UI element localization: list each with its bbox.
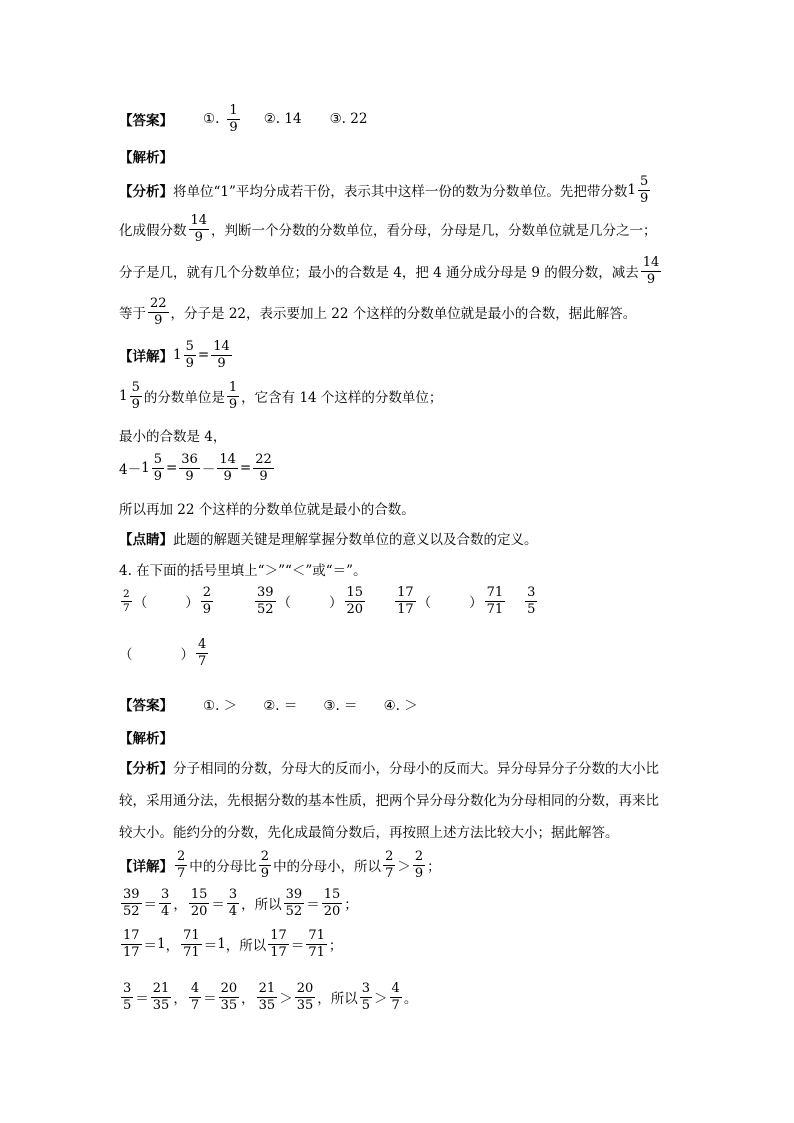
q3-xiangjie-line-5: 所以再加 22 个这样的分数单位就是最小的合数。 [119, 502, 415, 518]
mixed-number: 1 $\frac{5}{9}$ [173, 339, 194, 371]
fraction: $\frac{14}{9}$ [213, 339, 230, 371]
fraction: $\frac{71}{71}$ [486, 585, 504, 617]
fraction: $\frac{4}{7}$ [391, 981, 400, 1013]
fraction: $\frac{4}{7}$ [198, 637, 207, 669]
dianjing-label: 【点睛】 [119, 532, 173, 548]
fraction: $\frac{14}{9}$ [219, 452, 236, 484]
fraction: $\frac{21}{35}$ [152, 981, 170, 1013]
q4-fenxi-line-2: 较，采用通分法，先根据分数的基本性质，把两个异分母分数化为分母相同的分数，再来比 [119, 793, 659, 809]
fraction: $\frac{15}{20}$ [190, 887, 208, 919]
q4-xiangjie-line-1: 【详解】 $\frac{2}{7}$ 中的分母比 $\frac{2}{9}$ 中的分母小，所以 $\frac{2}{7}$ ＞ $\frac{2}{9}$ ； [119, 849, 441, 881]
fraction: $\frac{1}{9}$ [228, 380, 238, 412]
answer-2: ②. ＝ [263, 698, 298, 714]
fraction: $\frac{17}{17}$ [270, 928, 287, 960]
answer-3: ③. 22 [329, 111, 368, 128]
text: ，它含有 14 个这样的分数单位； [241, 390, 443, 407]
q3-answer-line [119, 104, 367, 134]
answer-1-fraction: $\frac{1}{9}$ [229, 103, 238, 135]
fraction: $\frac{3}{5}$ [527, 585, 536, 617]
q3-fenxi-line-1 [119, 175, 652, 205]
fenxi-text: ，分子是 22，表示要加上 22 个这样的分数单位就是最小的合数，据此解答。 [170, 306, 637, 323]
q3-dianjing [119, 528, 538, 548]
mixed-number: 1 $\frac{5}{9}$ [627, 174, 649, 206]
answer-2: ②. 14 [263, 111, 302, 128]
fraction: $\frac{4}{7}$ [190, 981, 200, 1013]
q4-problem-row-2: （ ） $\frac{4}{7}$ [119, 637, 207, 669]
answer-label: 【答案】 [119, 113, 173, 130]
fraction: $\frac{22}{9}$ [150, 296, 167, 328]
text: 4－ [119, 462, 142, 479]
fraction: $\frac{20}{35}$ [220, 981, 238, 1013]
fenxi-label: 【分析】 [119, 184, 173, 201]
q3-xiangjie-line-1 [119, 340, 234, 370]
q4-xiangjie-line-4: $\frac{3}{5}$ ＝ $\frac{21}{35}$ ， $\frac{4}{7}$ ＝ $\frac{20}{35}$ ， $\frac{21}{35}$ ＞ $\frac{20}{35}$ ，所以 $\frac{3}{5}$ ＞ $\frac{4}{7}$ 。 [123, 981, 418, 1013]
text: 的分数单位是 [143, 390, 225, 407]
fraction: $\frac{2}{7}$ [177, 849, 186, 881]
fraction: $\frac{2}{9}$ [202, 585, 211, 617]
jiexi-label: 【解析】 [119, 150, 173, 166]
fraction: $\frac{21}{35}$ [258, 981, 276, 1013]
fraction: $\frac{71}{71}$ [183, 928, 200, 960]
jiexi-label: 【解析】 [119, 731, 173, 747]
q3-xiangjie-line-3: 最小的合数是 4， [119, 429, 227, 445]
fenxi-label: 【分析】 [119, 761, 173, 777]
q4-xiangjie-line-3: $\frac{17}{17}$ ＝ 1 ， $\frac{71}{71}$ ＝ 1 ，所以 $\frac{17}{17}$ ＝ $\frac{71}{71}$ ； [123, 928, 343, 960]
q3-xiangjie-line-4: 4－ 1 $\frac{5}{9}$ = $\frac{36}{9}$ － $\frac{14}{9}$ = $\frac{22}{9}$ [119, 452, 272, 484]
q4-answer-line [119, 694, 418, 714]
mixed-number: 1 $\frac{5}{9}$ [141, 452, 162, 484]
fraction: $\frac{17}{17}$ [397, 585, 414, 617]
q4-xiangjie-line-2: $\frac{39}{52}$ ＝ $\frac{3}{4}$ ， $\frac{15}{20}$ ＝ $\frac{3}{4}$ ，所以 $\frac{39}{52}$ ＝ $\frac{15}{20}$ ； [123, 887, 358, 919]
fraction: $\frac{3}{5}$ [361, 981, 371, 1013]
q3-xiangjie-line-2 [119, 381, 442, 411]
dianjing-text: 此题的解题关键是理解掌握分数单位的意义以及合数的定义。 [173, 532, 538, 548]
fraction: $\frac{17}{17}$ [123, 928, 140, 960]
q3-fenxi-line-2 [119, 214, 657, 244]
q4-title: 4. 在下面的括号里填上“＞”“＜”或“＝”。 [119, 563, 367, 579]
fraction: $\frac{14}{9}$ [190, 213, 208, 245]
fraction: $\frac{3}{4}$ [228, 887, 238, 919]
fraction: $\frac{14}{9}$ [642, 255, 660, 287]
answer-3: ③. ＝ [323, 698, 358, 714]
xiangjie-label: 【详解】 [119, 349, 173, 366]
fraction: $\frac{2}{7}$ [123, 587, 130, 614]
q4-fenxi-line-1 [119, 757, 659, 777]
fraction: $\frac{71}{71}$ [308, 928, 325, 960]
answer-1-label: ①. [203, 111, 220, 128]
fenxi-text: ，判断一个分数的分数单位，看分母，分母是几，分数单位就是几分之一； [211, 223, 657, 240]
fraction: $\frac{39}{52}$ [256, 585, 274, 617]
q3-fenxi-line-3 [119, 256, 663, 286]
q4-fenxi-line-3: 较大小。能约分的分数，先化成最简分数后，再按照上述方法比较大小；据此解答。 [119, 825, 619, 841]
fraction: $\frac{39}{52}$ [123, 887, 140, 919]
fraction: $\frac{22}{9}$ [255, 452, 272, 484]
answer-4: ④. ＞ [383, 698, 418, 714]
fraction: $\frac{3}{4}$ [161, 887, 170, 919]
xiangjie-label: 【详解】 [119, 859, 173, 876]
fraction: $\frac{2}{9}$ [260, 849, 270, 881]
fenxi-text: 化成假分数 [119, 223, 187, 240]
q3-fenxi-line-4 [119, 297, 636, 327]
fenxi-text: 等于 [119, 306, 146, 323]
fraction: $\frac{2}{9}$ [414, 849, 424, 881]
fraction: $\frac{15}{20}$ [323, 887, 341, 919]
q4-problem-row-1: $\frac{2}{7}$ （ ） $\frac{2}{9}$ $\frac{39}{52}$ （ ） $\frac{15}{20}$ $\frac{17}{17}$ （ ） $\frac{71}{71}$ $\frac{3}{5}$ [123, 585, 536, 617]
equals: = [197, 347, 210, 364]
answer-1: ①. ＞ [203, 698, 238, 714]
fenxi-text: 将单位“1”平均分成若干份，表示其中这样一份的数为分数单位。先把带分数 [173, 184, 628, 201]
fraction: $\frac{2}{7}$ [385, 849, 394, 881]
fraction: $\frac{20}{35}$ [296, 981, 314, 1013]
answer-label: 【答案】 [119, 698, 173, 714]
fraction: $\frac{39}{52}$ [285, 887, 303, 919]
fenxi-text: 分子是几，就有几个分数单位；最小的合数是 4，把 4 通分成分母是 9 的假分数，减去 [119, 265, 639, 282]
fraction: $\frac{3}{5}$ [123, 981, 132, 1013]
fraction: $\frac{15}{20}$ [346, 585, 364, 617]
mixed-number: 1 $\frac{5}{9}$ [119, 380, 140, 412]
fraction: $\frac{36}{9}$ [181, 452, 198, 484]
fenxi-text: 分子相同的分数，分母大的反而小，分母小的反而大。异分母异分子分数的大小比 [173, 761, 659, 777]
